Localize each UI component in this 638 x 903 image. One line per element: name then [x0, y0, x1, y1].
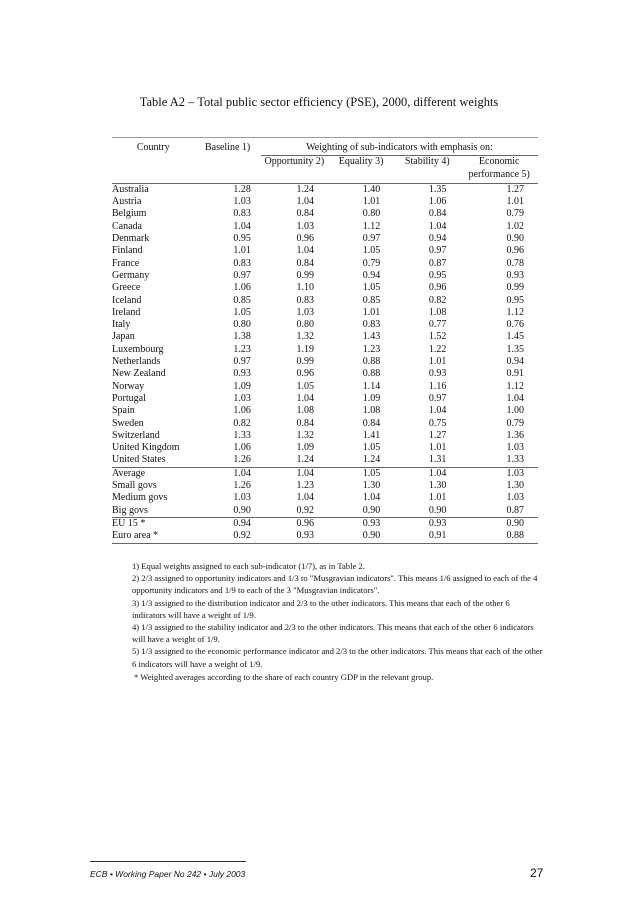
table-cell: 1.04 — [296, 392, 314, 404]
row-label: Japan — [112, 331, 135, 343]
table-cell: 0.93 — [428, 517, 447, 529]
table-row — [112, 530, 538, 543]
table-row — [112, 270, 538, 282]
table-cell: 0.97 — [428, 392, 447, 404]
table-cell: 0.75 — [428, 417, 447, 429]
table-cell: 0.97 — [233, 269, 251, 281]
table-cell: 1.03 — [506, 442, 524, 454]
table-cell: 1.30 — [428, 480, 447, 492]
table-cell: 0.96 — [506, 245, 524, 257]
table-row — [112, 331, 538, 343]
row-label: Big govs — [112, 505, 194, 518]
row-label: Norway — [112, 380, 145, 392]
table-cell: 1.08 — [362, 405, 381, 417]
table-cell: 1.36 — [506, 429, 524, 441]
table-cell: 0.97 — [362, 233, 381, 245]
row-label: United Kingdom — [112, 442, 180, 454]
table-cell: 1.26 — [233, 480, 251, 492]
table-cell: 1.12 — [506, 306, 524, 318]
table-cell: 1.23 — [233, 343, 251, 355]
weighted-average-note: * Weighted averages according to the share of each country GDP in the relevant group. — [134, 672, 434, 682]
table-cell: 1.43 — [362, 331, 381, 343]
table-cell: 1.02 — [506, 220, 524, 232]
table-cell: 0.95 — [428, 269, 447, 281]
table-row — [112, 282, 538, 294]
table-cell: 0.96 — [428, 282, 447, 294]
pse-table — [112, 137, 538, 544]
table-cell: 0.96 — [296, 517, 314, 529]
table-cell: 1.04 — [428, 220, 447, 232]
table-cell: 0.83 — [233, 208, 251, 220]
table-cell: 0.84 — [362, 417, 381, 429]
table-cell: 1.19 — [296, 343, 314, 355]
table-cell: 1.23 — [296, 480, 314, 492]
table-cell: 1.03 — [506, 467, 524, 479]
table-cell: 0.93 — [428, 368, 447, 380]
table-cell: 1.04 — [362, 492, 381, 504]
table-cell: 0.93 — [506, 269, 524, 281]
table-row — [112, 307, 538, 319]
table-cell: 0.91 — [394, 530, 460, 543]
table-cell: 1.04 — [428, 467, 447, 479]
row-label: Medium govs — [112, 492, 168, 504]
table-row — [112, 381, 538, 393]
row-label: Spain — [112, 405, 135, 417]
table-cell: 1.40 — [362, 183, 381, 195]
table-row — [112, 233, 538, 245]
table-row — [112, 418, 538, 430]
table-cell: 0.92 — [194, 530, 260, 543]
table-cell: 0.85 — [233, 294, 251, 306]
row-label: Euro area * — [112, 530, 194, 543]
table-cell: 0.84 — [428, 208, 447, 220]
row-label: Greece — [112, 282, 141, 294]
table-cell: 0.99 — [506, 282, 524, 294]
header-opportunity: Opportunity 2) — [261, 156, 328, 184]
row-label: France — [112, 257, 140, 269]
table-cell: 1.09 — [362, 392, 381, 404]
table-row — [112, 258, 538, 270]
table-cell: 1.30 — [506, 480, 524, 492]
table-cell: 1.35 — [428, 183, 447, 195]
table-cell: 1.38 — [233, 331, 251, 343]
table-cell: 1.24 — [261, 454, 328, 467]
table-cell: 1.16 — [428, 380, 447, 392]
footer-citation: ECB • Working Paper No 242 • July 2003 — [90, 869, 246, 879]
header-weighting: Weighting of sub-indicators with emphasis on: — [261, 138, 538, 156]
row-label: Luxembourg — [112, 343, 164, 355]
row-label: Belgium — [112, 208, 147, 220]
table-cell: 0.88 — [460, 530, 538, 543]
table-cell: 1.14 — [362, 380, 381, 392]
table-row — [112, 430, 538, 442]
footnote-4: 4) 1/3 assigned to the stability indicator and 2/3 to the other indicators. This means that each of the other 6 indicators will have a weight of 1/9. — [132, 622, 534, 645]
row-label: Austria — [112, 196, 142, 208]
table-cell: 1.06 — [233, 442, 251, 454]
table-cell: 0.88 — [362, 368, 381, 380]
header-country: Country — [112, 138, 194, 156]
table-cell: 1.05 — [362, 442, 381, 454]
table-cell: 0.84 — [296, 208, 314, 220]
table-cell: 1.01 — [362, 306, 381, 318]
table-cell: 0.90 — [506, 517, 524, 529]
table-cell: 1.05 — [362, 282, 381, 294]
table-cell: 1.12 — [506, 380, 524, 392]
row-label: Average — [112, 467, 146, 479]
row-label: Small govs — [112, 480, 157, 492]
table-cell: 0.92 — [261, 505, 328, 518]
table-cell: 1.04 — [296, 492, 314, 504]
table-cell: 0.99 — [296, 356, 314, 368]
table-cell: 0.90 — [328, 505, 394, 518]
table-cell: 1.01 — [428, 442, 447, 454]
table-cell: 1.04 — [233, 467, 251, 479]
table-cell: 1.31 — [394, 454, 460, 467]
table-cell: 0.87 — [460, 505, 538, 518]
table-cell: 0.87 — [428, 257, 447, 269]
table-cell: 1.32 — [296, 331, 314, 343]
row-label: Portugal — [112, 392, 146, 404]
table-row — [112, 356, 538, 368]
table-cell: 1.33 — [460, 454, 538, 467]
table-title: Table A2 – Total public sector efficiency (PSE), 2000, different weights — [139, 95, 499, 109]
row-label: Germany — [112, 269, 150, 281]
table-row — [112, 221, 538, 233]
table-cell: 0.80 — [296, 319, 314, 331]
table-cell: 1.08 — [296, 405, 314, 417]
table-cell: 1.22 — [428, 343, 447, 355]
table-cell: 0.99 — [296, 269, 314, 281]
table-cell: 1.28 — [233, 183, 251, 195]
footnote-2: 2) 2/3 assigned to opportunity indicators and 1/3 to "Musgravian indicators". This means 1/6 assigned to each of the 4 opportunity indicators and 1/9 to each of the 3 "Musgravian indicators". — [132, 573, 538, 596]
table-cell: 1.06 — [428, 196, 447, 208]
table-row — [112, 442, 538, 454]
table-cell: 0.90 — [194, 505, 260, 518]
table-row — [112, 405, 538, 417]
table-cell: 1.24 — [296, 183, 314, 195]
table-cell: 0.94 — [428, 233, 447, 245]
table-cell: 1.04 — [296, 467, 314, 479]
row-label: Denmark — [112, 233, 150, 245]
table-cell: 0.80 — [233, 319, 251, 331]
table-cell: 0.95 — [506, 294, 524, 306]
row-label: Italy — [112, 319, 131, 331]
row-label: Ireland — [112, 306, 141, 318]
table-cell: 1.00 — [506, 405, 524, 417]
page-number: 27 — [530, 866, 544, 880]
table-cell: 0.93 — [233, 368, 251, 380]
table-row — [112, 480, 538, 492]
table-cell: 1.45 — [506, 331, 524, 343]
table-cell: 0.84 — [296, 417, 314, 429]
table-cell: 0.83 — [233, 257, 251, 269]
table-cell: 1.05 — [362, 467, 381, 479]
table-cell: 1.27 — [428, 429, 447, 441]
table-row — [112, 393, 538, 405]
table-cell: 1.04 — [506, 392, 524, 404]
row-label: Sweden — [112, 417, 144, 429]
header-equality: Equality 3) — [328, 156, 394, 184]
table-cell: 0.93 — [261, 530, 328, 543]
table-cell: 1.08 — [428, 306, 447, 318]
row-label: EU 15 * — [112, 517, 146, 529]
table-row — [112, 245, 538, 257]
header-stability: Stability 4) — [394, 156, 460, 184]
table-cell: 0.78 — [506, 257, 524, 269]
table-cell: 0.97 — [428, 245, 447, 257]
table-cell: 1.33 — [233, 429, 251, 441]
table-cell: 0.91 — [506, 368, 524, 380]
table-cell: 1.04 — [233, 220, 251, 232]
table-cell: 1.03 — [233, 196, 251, 208]
table-cell: 0.96 — [296, 233, 314, 245]
footnote-3: 3) 1/3 assigned to the distribution indicator and 2/3 to the other indicators. This means that each of the other 6 indicators will have a weight of 1/9. — [132, 597, 510, 620]
table-row — [112, 454, 538, 467]
table-cell: 0.80 — [362, 208, 381, 220]
table-cell: 0.84 — [296, 257, 314, 269]
table-cell: 1.03 — [296, 306, 314, 318]
table-cell: 0.93 — [362, 517, 381, 529]
table-cell: 1.01 — [362, 196, 381, 208]
table-cell: 1.26 — [194, 454, 260, 467]
table-cell: 0.83 — [296, 294, 314, 306]
table-row — [112, 196, 538, 208]
table-row — [112, 505, 538, 518]
table-cell: 0.94 — [233, 517, 251, 529]
table-cell: 1.52 — [428, 331, 447, 343]
table-cell: 0.79 — [362, 257, 381, 269]
row-label: Finland — [112, 245, 143, 257]
table-cell: 1.10 — [296, 282, 314, 294]
header-economic: Economic performance 5) — [460, 156, 538, 184]
row-label: Australia — [112, 183, 149, 195]
table-cell: 0.90 — [506, 233, 524, 245]
table-cell: 0.95 — [233, 233, 251, 245]
footer-rule — [90, 861, 246, 862]
table-cell: 0.94 — [506, 356, 524, 368]
table-cell: 1.01 — [428, 356, 447, 368]
table-cell: 0.77 — [428, 319, 447, 331]
table-cell: 1.05 — [233, 306, 251, 318]
table-cell: 0.76 — [506, 319, 524, 331]
table-row — [112, 368, 538, 380]
table-row — [112, 319, 538, 331]
table-row — [112, 344, 538, 356]
table-cell: 0.79 — [506, 417, 524, 429]
table-cell: 1.01 — [506, 196, 524, 208]
table-row — [112, 295, 538, 307]
table-cell: 0.90 — [394, 505, 460, 518]
table-cell: 1.30 — [362, 480, 381, 492]
table-cell: 1.24 — [328, 454, 394, 467]
table-cell: 1.23 — [362, 343, 381, 355]
table-row — [112, 492, 538, 504]
table-cell: 0.88 — [362, 356, 381, 368]
row-label: United States — [112, 454, 194, 467]
table-cell: 1.03 — [233, 492, 251, 504]
row-label: New Zealand — [112, 368, 166, 380]
header-baseline: Baseline 1) — [194, 138, 260, 156]
table-cell: 1.32 — [296, 429, 314, 441]
table-row — [112, 517, 538, 530]
table-row — [112, 467, 538, 480]
table-cell: 0.82 — [233, 417, 251, 429]
table-cell: 0.94 — [362, 269, 381, 281]
table-cell: 1.09 — [233, 380, 251, 392]
table-cell: 1.01 — [233, 245, 251, 257]
table-cell: 1.03 — [506, 492, 524, 504]
table-cell: 1.03 — [233, 392, 251, 404]
table-cell: 1.04 — [296, 245, 314, 257]
table-cell: 1.03 — [296, 220, 314, 232]
table-cell: 0.96 — [296, 368, 314, 380]
table-cell: 0.85 — [362, 294, 381, 306]
table-cell: 1.04 — [296, 196, 314, 208]
table-row — [112, 183, 538, 196]
table-cell: 0.97 — [233, 356, 251, 368]
row-label: Canada — [112, 220, 142, 232]
table-cell: 1.41 — [362, 429, 381, 441]
row-label: Switzerland — [112, 429, 160, 441]
table-cell: 1.01 — [428, 492, 447, 504]
table-cell: 1.12 — [362, 220, 381, 232]
table-cell: 1.06 — [233, 282, 251, 294]
table-cell: 0.79 — [506, 208, 524, 220]
table-cell: 1.05 — [296, 380, 314, 392]
footnote-5: 5) 1/3 assigned to the economic performance indicator and 2/3 to the other indicators. This means that each of the other 6 indicators will have a weight of 1/9. — [132, 646, 543, 669]
footnote-1: 1) Equal weights assigned to each sub-indicator (1/7), as in Table 2. — [132, 561, 365, 571]
table-cell: 1.04 — [428, 405, 447, 417]
table-cell: 1.05 — [362, 245, 381, 257]
table-cell: 0.82 — [428, 294, 447, 306]
table-cell: 0.83 — [362, 319, 381, 331]
table-cell: 1.09 — [296, 442, 314, 454]
table-cell: 1.06 — [233, 405, 251, 417]
row-label: Netherlands — [112, 356, 161, 368]
table-cell: 0.90 — [328, 530, 394, 543]
table-row — [112, 208, 538, 220]
row-label: Iceland — [112, 294, 142, 306]
table-cell: 1.27 — [506, 183, 524, 195]
footnotes — [132, 560, 544, 670]
table-cell: 1.35 — [506, 343, 524, 355]
